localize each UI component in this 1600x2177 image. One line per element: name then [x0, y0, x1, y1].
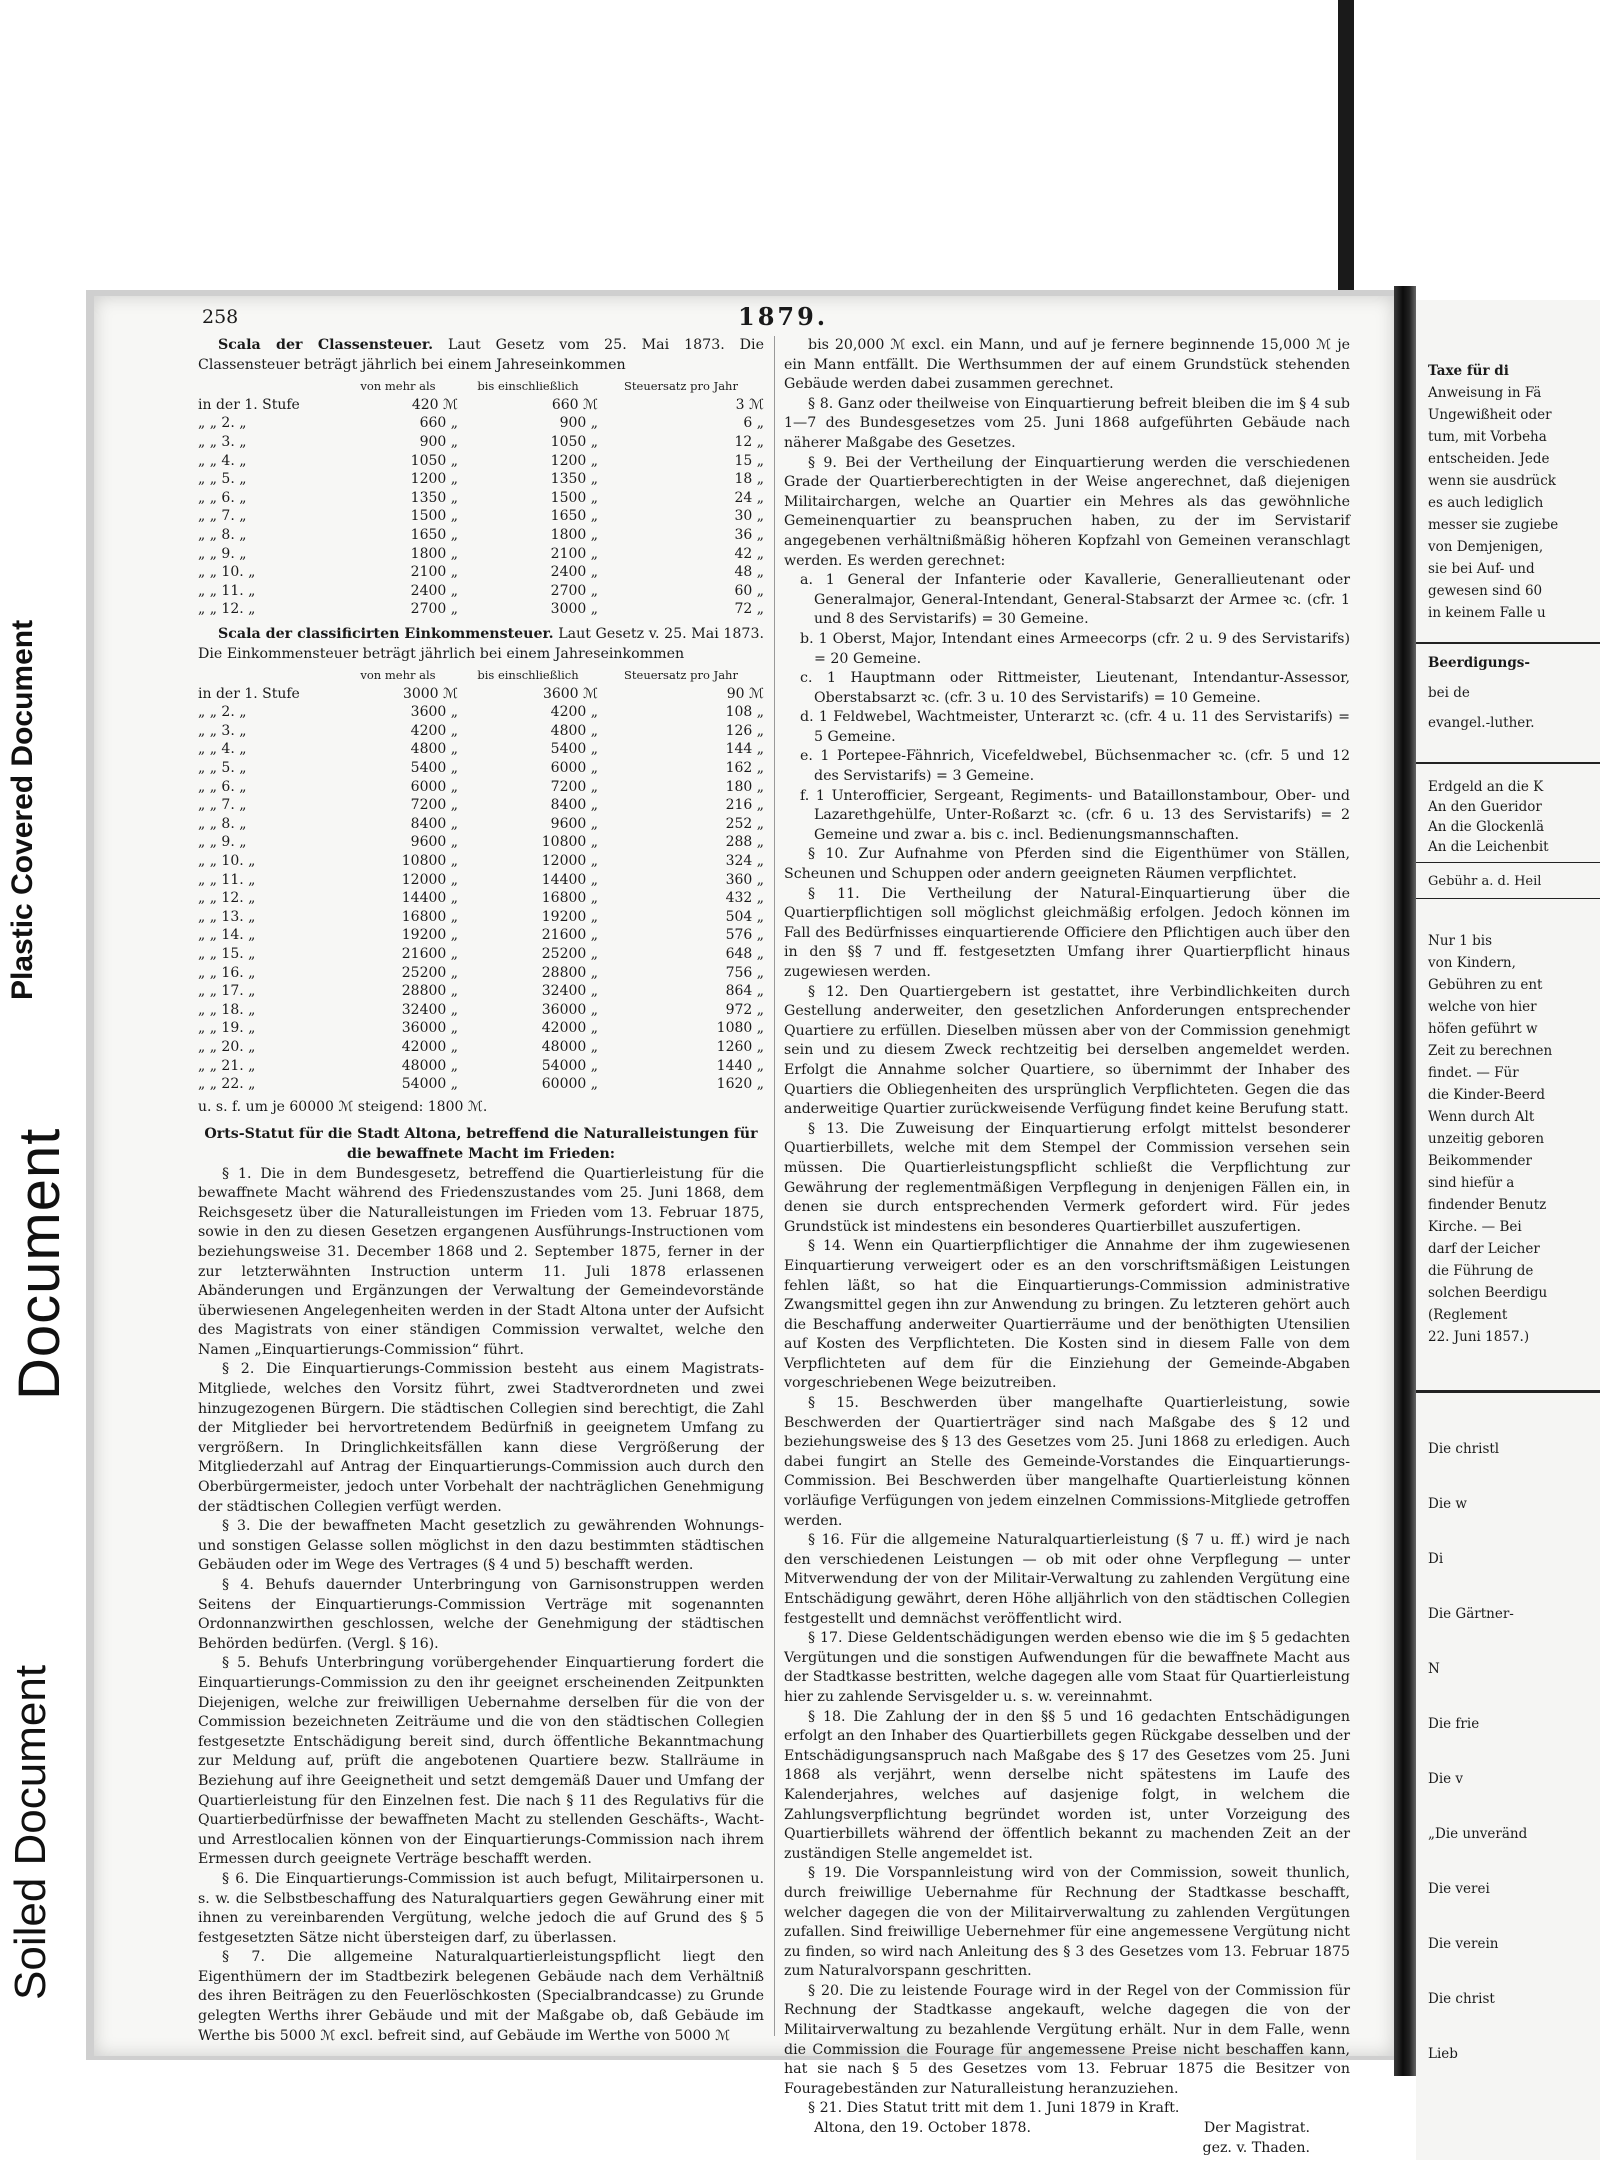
adjacent-line: Die w — [1428, 1496, 1467, 1512]
table-cell: 2700 „ — [550, 582, 598, 599]
table-cell: 9600 „ — [410, 834, 458, 851]
table-row — [198, 945, 764, 964]
adjacent-line: darf der Leicher — [1428, 1241, 1540, 1257]
table-cell: „ „ 5. „ — [198, 760, 247, 777]
table-cell: „ „ 20. „ — [198, 1038, 256, 1055]
table-cell: in der 1. Stufe — [198, 685, 300, 702]
table-cell: 3600 ℳ — [542, 685, 598, 702]
table-cell: 1080 „ — [716, 1020, 764, 1037]
table-cell: „ „ 10. „ — [198, 564, 256, 581]
adjacent-line: „Die unveränd — [1428, 1826, 1528, 1842]
table-row — [198, 526, 764, 545]
table-row — [198, 433, 764, 452]
table-cell: 7200 „ — [410, 797, 458, 814]
adjacent-line: in keinem Falle u — [1428, 605, 1546, 621]
table-cell: „ „ 22. „ — [198, 1076, 256, 1093]
table-cell: 10800 „ — [401, 853, 458, 870]
table-cell: 48000 „ — [401, 1057, 458, 1074]
table-cell: 54000 „ — [541, 1057, 598, 1074]
table-row — [198, 759, 764, 778]
table-row — [198, 582, 764, 601]
table-cell: 1050 „ — [410, 452, 458, 469]
table-cell: 3000 ℳ — [402, 685, 458, 702]
table-cell: 30 „ — [734, 508, 764, 525]
table-row — [198, 600, 764, 619]
adjacent-line: sind hiefür a — [1428, 1175, 1515, 1191]
table-cell: „ „ 7. „ — [198, 508, 247, 525]
income-tax-table — [198, 666, 764, 1094]
table-row — [198, 1075, 764, 1094]
adjacent-line: Di — [1428, 1551, 1444, 1567]
income-tax-law: Laut Gesetz v. 25. Mai 1873. — [558, 625, 764, 642]
table-cell: 10800 „ — [541, 834, 598, 851]
table-cell: „ „ 2. „ — [198, 704, 247, 721]
paragraph: § 4. Behufs dauernder Unterbringung von Garnisonstruppen werden Seitens der Einquartierungs-Commission Verträge mit sogenannten Ordonnanzwirthen geschlossen, welche der Genehmigung der städtischen Behörden bedürfen. (Vergl. § 16). — [198, 1577, 764, 1652]
paragraph: § 18. Die Zahlung der in den §§ 5 und 16 gedachten Entschädigungen erfolgt an den Inhaber des Quartierbillets gegen Rückgabe desselben und der Entschädigungsanspruch nach Maßgabe des § 17 des Gesetzes vom 25. Juni 1868 als verjährt, wenn derselbe nicht spätestens im Laufe des Kalenderjahres, welches auf dasjenige folgt, in welchem die Zahlungsverpflichtung begründet worden ist, unter Vorzeigung des Quartierbillets während der öffentlich bekannt zu machenden Zeit an der zuständigen Stelle angemeldet ist. — [784, 1708, 1350, 1862]
paragraph: a. 1 General der Infanterie oder Kavallerie, Generallieutenant oder Generalmajor, General-Intendant, General-Stabsarzt der Armee ꝛc. (cfr. 1 und 8 des Servistarifs) = 30 Gemeine. — [800, 572, 1350, 628]
table-row — [198, 964, 764, 983]
table-row — [198, 470, 764, 489]
right-column — [784, 336, 1350, 2158]
paragraph: § 21. Dies Statut tritt mit dem 1. Juni 1879 in Kraft. — [808, 2100, 1180, 2117]
left-column — [198, 336, 764, 2046]
table-cell: 28800 „ — [401, 983, 458, 1000]
table-cell: 900 „ — [419, 433, 458, 450]
table-cell: 4800 „ — [550, 722, 598, 739]
table-cell: 12 „ — [734, 433, 764, 450]
adjacent-line: welche von hier — [1428, 999, 1537, 1015]
adjacent-line: solchen Beerdigu — [1428, 1285, 1548, 1301]
table-header: von mehr als — [360, 379, 436, 394]
table-cell: 60 „ — [734, 582, 764, 599]
paragraph: § 19. Die Vorspannleistung wird von der Commission, soweit thunlich, durch freiwillige Uebernahme für Rechnung der Stadtkasse beschafft, welcher dagegen die von der Militairverwaltung zu zahlenden Vergütungen zufallen. Sind freiwillige Uebernehmer für eine angemessene Vergütung nicht zu finden, so wird nach Anleitung des § 3 des Gesetzes vom 13. Februar 1875 zum Naturalvorspann geschritten. — [784, 1865, 1350, 1980]
table-cell: 1500 „ — [550, 489, 598, 506]
adjacent-line: Zeit zu berechnen — [1428, 1043, 1553, 1059]
table-cell: 1200 „ — [410, 471, 458, 488]
table-cell: 972 „ — [725, 1001, 764, 1018]
table-cell: 4200 „ — [550, 704, 598, 721]
adjacent-rule-5 — [1416, 1390, 1600, 1393]
statute-right-paragraphs — [784, 336, 1350, 571]
adjacent-page — [1416, 300, 1600, 2160]
table-cell: „ „ 4. „ — [198, 452, 247, 469]
table-row — [198, 833, 764, 852]
table-cell: 144 „ — [725, 741, 764, 758]
paragraph: § 12. Den Quartiergebern ist gestattet, ihre Verbindlichkeiten durch Gestellung anderweiter, den gesetzlichen Anforderungen entsprechender Quartiere zu erfüllen. Dieselben müssen aber von der Commission genehmigt sein und zu diesem Zweck rechtzeitig bei derselben angemeldet werden. Erfolgt die Annahme solcher Quartiere, so übernimmt der Inhaber des Quartiers die Obliegenheiten des ursprünglich Verpflichteten. Gegen die das anderweitige Quartier zurückweisende Verfügung findet keine Berufung statt. — [784, 983, 1350, 1118]
table-cell: „ „ 8. „ — [198, 815, 247, 832]
adjacent-line: unzeitig geboren — [1428, 1131, 1545, 1147]
paragraph: § 6. Die Einquartierungs-Commission ist auch befugt, Militairpersonen u. s. w. die Selbstbeschaffung des Naturalquartiers gegen Gewährung einer mit ihnen zu vereinbarenden Vergütung, welche jedoch die auf Grund des § 5 festgesetzten Sätze nicht übersteigen darf, zu überlassen. — [198, 1870, 764, 1946]
statute-title: Orts-Statut für die Stadt Altona, betreffend die Naturalleistungen für die bewaffnete Macht im Frieden: — [204, 1126, 758, 1162]
table-cell: 2100 „ — [410, 564, 458, 581]
adjacent-line: Die frie — [1428, 1716, 1480, 1732]
paragraph: § 1. Die in dem Bundesgesetz, betreffend die Quartierleistung für die bewaffnete Macht während des Friedenszustandes vom 25. Juni 1868, dem Reichsgesetz über die Naturalleistungen im Frieden vom 13. Februar 1875, sowie in den zu diesen Gesetzen ergangenen Ausführungs-Instructionen vom beziehungsweise 31. December 1868 und 2. September 1875, ferner in der zur letzterwähnten Instruction unterm 11. Juli 1878 erlassenen Abänderungen und Ergänzungen der Verwaltung der Gemeindevorstände überwiesenen Angelegenheiten werden in der Stadt Altona unter der Aufsicht des Magistrats von einer ständigen Commission verwaltet, welche den Namen „Einquartierungs-Commission“ führt. — [198, 1165, 764, 1358]
adjacent-line: N — [1428, 1661, 1440, 1677]
paragraph: d. 1 Feldwebel, Wachtmeister, Unterarzt ꝛc. (cfr. 4 u. 11 des Servistarifs) = 5 Gemeine. — [800, 709, 1350, 745]
paragraph: bis 20,000 ℳ excl. ein Mann, und auf je fernere beginnende 15,000 ℳ je ein Mann entfällt. Die Werthsummen der auf einem Grundstück stehenden Gebäude werden dabei zusammen gerechnet. — [784, 337, 1350, 393]
place-date: Altona, den 19. October 1878. — [814, 2120, 1032, 2137]
signature-name: gez. v. Thaden. — [1202, 2139, 1310, 2156]
table-cell: 324 „ — [725, 853, 764, 870]
paragraph: § 16. Für die allgemeine Naturalquartierleistung (§ 7 u. ff.) wird je nach den verschiedenen Leistungen — ob mit oder ohne Verpflegung — unter Mitverwendung der von der Militair-Verwaltung zu zahlenden Vergütung eine Entschädigung gewährt, deren Höhe alljährlich von den städtischen Collegien festgestellt und demnächst veröffentlicht wird. — [784, 1532, 1350, 1627]
table-header: Steuersatz pro Jahr — [624, 379, 738, 394]
table-header: Steuersatz pro Jahr — [624, 668, 738, 683]
table-cell: 32400 „ — [401, 1001, 458, 1018]
table-cell: 12000 „ — [401, 871, 458, 888]
table-cell: „ „ 14. „ — [198, 927, 256, 944]
adjacent-line: Beerdigungs- — [1428, 655, 1530, 671]
adjacent-line: Kirche. — Bei — [1428, 1219, 1522, 1235]
table-cell: 36 „ — [734, 526, 764, 543]
table-cell: „ „ 19. „ — [198, 1020, 256, 1037]
adjacent-rule-3 — [1416, 862, 1600, 863]
table-cell: 28800 „ — [541, 964, 598, 981]
table-header — [198, 377, 338, 396]
paragraph: § 9. Bei der Vertheilung der Einquartierung werden die verschiedenen Grade der Quartierberechtigten in der Weise angerechnet, daß diejenigen Militairchargen, welche an Quartier ein Mehres als das gewöhnliche Gemeinenquartier zu beanspruchen haben, zu der im Servistarif angegebenen verhältnißmäßig höheren Kopfzahl von Gemeinen veranschlagt werden. Es werden gerechnet: — [784, 454, 1350, 569]
adjacent-line: An die Glockenlä — [1428, 819, 1544, 835]
table-cell: 6000 „ — [410, 778, 458, 795]
table-cell: 9600 „ — [550, 815, 598, 832]
table-row — [198, 852, 764, 871]
table-row — [198, 908, 764, 927]
side-strip — [0, 0, 78, 2177]
paragraph: § 7. Die allgemeine Naturalquartierleistungspflicht liegt den Eigenthümern der im Stadtbezirk belegenen Gebäude nach dem Verhältniß des ihren Beiträgen zu den Feuerlöschkosten (Specialbrandcasse) zu Grunde gelegten Werths ihrer Gebäude und mit der Maßgabe ob, daß Gebäude im Werthe bis 5000 ℳ excl. befreit sind, auf Gebäude im Werthe von 5000 ℳ — [198, 1949, 764, 2044]
table-cell: 21600 „ — [541, 927, 598, 944]
adjacent-line: Erdgeld an die K — [1428, 779, 1544, 795]
table-cell: „ „ 12. „ — [198, 890, 256, 907]
statute-right-paragraphs-2 — [784, 845, 1350, 2119]
adjacent-rule-4 — [1416, 898, 1600, 899]
paragraph: § 11. Die Vertheilung der Natural-Einquartierung über die Quartierpflichtigen soll möglichst gleichmäßig erfolgen. Jedoch können im Fall des Bedürfnisses einquartierende Officiere den Pflichtigen auch über den in den §§ 7 und ff. festgesetzten Umfang ihrer Quartierpflicht hinaus zugewiesen werden. — [784, 885, 1350, 980]
table-row — [198, 740, 764, 759]
table-cell: 1440 „ — [716, 1057, 764, 1074]
paragraph: § 13. Die Zuweisung der Einquartierung erfolgt mittelst besonderer Quartierbillets, welche mit dem Stempel der Commission versehen sein müssen. Die Quartierleistungspflicht schließt die Verpflichtung zur Gewährung der reglementmäßigen Verpflegung in denjenigen Fällen ein, in denen sie durch entsprechenden Vermerk gefordert wird. Für jedes Grundstück ist mindestens ein besonderes Quartierbillet auszufertigen. — [784, 1120, 1350, 1235]
page-number: 258 — [202, 306, 239, 328]
adjacent-line: Die Gärtner- — [1428, 1606, 1514, 1622]
table-cell: 60000 „ — [541, 1076, 598, 1093]
table-row — [198, 1001, 764, 1020]
table-row — [198, 778, 764, 797]
table-cell: „ „ 5. „ — [198, 471, 247, 488]
adjacent-line: Die verein — [1428, 1936, 1499, 1952]
table-cell: 576 „ — [725, 927, 764, 944]
table-cell: „ „ 11. „ — [198, 871, 256, 888]
table-cell: 504 „ — [725, 908, 764, 925]
paragraph: § 20. Die zu leistende Fourage wird in der Regel von der Commission für Rechnung der Stadtkasse angekauft, welche dagegen die von der Militairverwaltung zu bezahlende Vergütung erhält. Nur in dem Falle, wenn die Commission die Fourage für angemessene Preise nicht beschaffen kann, hat sie nach § 5 des Gesetzes vom 13. Februar 1875 die Besitzer von Fouragebeständen zur Naturalleistung heranzuziehen. — [784, 1982, 1350, 2097]
table-cell: 5400 „ — [410, 760, 458, 777]
table-header: bis einschließlich — [477, 668, 579, 683]
table-cell: „ „ 21. „ — [198, 1057, 256, 1074]
adjacent-line: Wenn durch Alt — [1428, 1109, 1535, 1125]
adjacent-line: entscheiden. Jede — [1428, 451, 1550, 467]
income-tax-footnote: u. s. f. um je 60000 ℳ steigend: 1800 ℳ. — [198, 1098, 488, 1115]
table-cell: 42000 „ — [401, 1038, 458, 1055]
table-cell: 1650 „ — [550, 508, 598, 525]
class-tax-intro — [198, 336, 764, 375]
table-cell: 42000 „ — [541, 1020, 598, 1037]
table-cell: „ „ 2. „ — [198, 415, 247, 432]
table-cell: 48 „ — [734, 564, 764, 581]
class-tax-intro-text: Laut Gesetz vom 25. Mai 1873. Die Classensteuer beträgt jährlich bei einem Jahreseinkommen — [198, 337, 764, 373]
table-row — [198, 563, 764, 582]
table-header: von mehr als — [360, 668, 436, 683]
table-cell: 15 „ — [734, 452, 764, 469]
adjacent-line: Nur 1 bis — [1428, 933, 1493, 949]
document-page — [94, 296, 1394, 2156]
side-label-document: Document — [7, 1127, 72, 1400]
signature-block — [784, 2119, 1350, 2139]
income-tax-intro — [198, 625, 764, 664]
table-cell: 180 „ — [725, 778, 764, 795]
table-cell: 216 „ — [725, 797, 764, 814]
table-cell: „ „ 6. „ — [198, 489, 247, 506]
table-cell: 25200 „ — [401, 964, 458, 981]
adjacent-line: es auch lediglich — [1428, 495, 1544, 511]
table-row — [198, 1019, 764, 1038]
table-cell: 3000 „ — [550, 601, 598, 618]
side-label-soiled: Soiled Document — [6, 1664, 55, 2000]
table-cell: 36000 „ — [401, 1020, 458, 1037]
adjacent-line: höfen geführt w — [1428, 1021, 1538, 1037]
adjacent-line: Beikommender — [1428, 1153, 1532, 1169]
table-cell: 8400 „ — [550, 797, 598, 814]
paragraph: § 14. Wenn ein Quartierpflichtiger die Annahme der ihm zugewiesenen Einquartierung verweigert oder es an den vorschriftsmäßigen Leistungen fehlen läßt, so hat die Einquartierungs-Commission administrative Zwangsmittel gegen ihn zur Anwendung zu bringen. Zu letzteren gehört auch die Beschaffung anderweiter Quartierräume und der benöthigten Utensilien auf Kosten des Verpflichteten. Die Kosten sind in diesem Falle von dem Verpflichteten auf dem für die Einziehung der Gemeinde-Abgaben vorgeschriebenen Wege beizutreiben. — [784, 1238, 1350, 1392]
table-cell: 4800 „ — [410, 741, 458, 758]
table-cell: 16800 „ — [541, 890, 598, 907]
table-cell: „ „ 10. „ — [198, 853, 256, 870]
adjacent-line: Lieb — [1428, 2046, 1458, 2062]
table-cell: 19200 „ — [541, 908, 598, 925]
table-row — [198, 685, 764, 704]
table-cell: 660 „ — [419, 415, 458, 432]
table-cell: 2400 „ — [410, 582, 458, 599]
side-label-plastic: Plastic Covered Document — [6, 619, 39, 1000]
table-cell: „ „ 12. „ — [198, 601, 256, 618]
adjacent-fee-heading: Gebühr a. d. Heil — [1428, 874, 1542, 889]
adjacent-rule-1 — [1416, 642, 1600, 644]
table-cell: 14400 „ — [541, 871, 598, 888]
income-tax-intro-text: Die Einkommensteuer beträgt jährlich bei einem Jahreseinkommen — [198, 645, 685, 662]
table-cell: 756 „ — [725, 964, 764, 981]
table-cell: 432 „ — [725, 890, 764, 907]
table-row — [198, 871, 764, 890]
table-cell: „ „ 9. „ — [198, 834, 247, 851]
table-cell: 900 „ — [559, 415, 598, 432]
table-cell: 420 ℳ — [411, 396, 458, 413]
table-cell: 21600 „ — [401, 946, 458, 962]
table-cell: 1200 „ — [550, 452, 598, 469]
table-row — [198, 489, 764, 508]
table-cell: 19200 „ — [401, 927, 458, 944]
table-cell: 24 „ — [734, 489, 764, 506]
table-header: bis einschließlich — [477, 379, 579, 394]
table-cell: 2400 „ — [550, 564, 598, 581]
table-cell: „ „ 11. „ — [198, 582, 256, 599]
table-row — [198, 1057, 764, 1076]
adjacent-line: An die Leichenbit — [1428, 839, 1549, 855]
table-cell: 1050 „ — [550, 433, 598, 450]
adjacent-line: Die v — [1428, 1771, 1464, 1787]
table-cell: „ „ 4. „ — [198, 741, 247, 758]
table-cell: „ „ 3. „ — [198, 433, 247, 450]
table-row — [198, 396, 764, 415]
table-cell: 108 „ — [725, 704, 764, 721]
adjacent-line: Anweisung in Fä — [1428, 385, 1542, 401]
adjacent-line: von Kindern, — [1428, 955, 1516, 971]
paragraph: § 2. Die Einquartierungs-Commission besteht aus einem Magistrats-Mitgliede, welches den Vorsitz führt, zwei Stadtverordneten und zwei hinzugezogenen Bürgern. Die städtischen Collegien sind berechtigt, die Zahl der Mitglieder bei hervortretendem Bedürfniß in geeignetem Umfang zu vergrößern. In Dringlichkeitsfällen kann diese Vergrößerung der Mitgliederzahl auf Antrag der Einquartierungs-Commission auch durch den Oberbürgermeister, jedoch unter Vorbehalt der nachträglichen Genehmigung der städtischen Collegien verfügt werden. — [198, 1361, 764, 1515]
table-cell: 1350 „ — [550, 471, 598, 488]
table-row — [198, 545, 764, 564]
adjacent-line: tum, mit Vorbeha — [1428, 429, 1547, 445]
table-row — [198, 1038, 764, 1057]
table-cell: „ „ 3. „ — [198, 722, 247, 739]
table-cell: 48000 „ — [541, 1038, 598, 1055]
adjacent-line: Die verei — [1428, 1881, 1490, 1897]
table-cell: 72 „ — [734, 601, 764, 618]
table-row — [198, 452, 764, 471]
statute-list — [784, 571, 1350, 845]
table-cell: 90 ℳ — [726, 685, 764, 702]
table-row — [198, 414, 764, 433]
adjacent-line: von Demjenigen, — [1428, 539, 1544, 555]
adjacent-line: (Reglement — [1428, 1307, 1508, 1323]
adjacent-rule-2 — [1416, 762, 1600, 764]
table-cell: „ „ 16. „ — [198, 964, 256, 981]
table-row — [198, 982, 764, 1001]
table-cell: 2100 „ — [550, 545, 598, 562]
table-row — [198, 796, 764, 815]
table-row — [198, 507, 764, 526]
table-cell: 6000 „ — [550, 760, 598, 777]
adjacent-line: findender Benutz — [1428, 1197, 1547, 1213]
page-year: 1879. — [738, 302, 829, 331]
paragraph: § 10. Zur Aufnahme von Pferden sind die Eigenthümer von Ställen, Scheunen und Schuppen oder andern geeigneten Räumen verpflichtet. — [784, 846, 1350, 883]
class-tax-table — [198, 377, 764, 619]
table-cell: 54000 „ — [401, 1076, 458, 1093]
table-cell: 1800 „ — [550, 526, 598, 543]
adjacent-line: die Führung de — [1428, 1263, 1534, 1279]
column-rule — [774, 336, 775, 2036]
adjacent-line: Ungewißheit oder — [1428, 407, 1552, 423]
paragraph: e. 1 Portepee-Fähnrich, Vicefeldwebel, Büchsenmacher ꝛc. (cfr. 5 und 12 des Servistarifs) = 3 Gemeine. — [800, 748, 1350, 785]
table-cell: 18 „ — [734, 471, 764, 488]
income-tax-title: Scala der classificirten Einkommensteuer. — [218, 625, 554, 642]
table-cell: 1260 „ — [716, 1038, 764, 1055]
table-cell: 1500 „ — [410, 508, 458, 525]
signature-authority: Der Magistrat. — [1203, 2120, 1310, 2137]
table-cell: 3600 „ — [410, 704, 458, 721]
paragraph: b. 1 Oberst, Major, Intendant eines Armeecorps (cfr. 2 u. 9 des Servistarifs) = 20 Gemeine. — [800, 630, 1350, 667]
table-cell: 16800 „ — [401, 908, 458, 925]
table-cell: „ „ 17. „ — [198, 983, 256, 1000]
table-cell: „ „ 9. „ — [198, 545, 247, 562]
statute-left-paragraphs — [198, 1165, 764, 2047]
adjacent-line: Gebühren zu ent — [1428, 977, 1543, 993]
table-cell: 42 „ — [734, 545, 764, 562]
table-cell: „ „ 6. „ — [198, 778, 247, 795]
table-cell: 6 „ — [743, 415, 764, 432]
adjacent-line: wenn sie ausdrück — [1428, 473, 1556, 489]
adjacent-line: messer sie zugiebe — [1428, 517, 1559, 533]
paragraph: f. 1 Unterofficier, Sergeant, Regiments- und Bataillonstambour, Ober- und Lazarethgehülfe, Unter-Roßarzt ꝛc. (cfr. 6 u. 13 des Servistarifs) = 2 Gemeine und zwar a. bis c. incl. Bedienungsmannschaften. — [800, 787, 1350, 843]
table-cell: „ „ 7. „ — [198, 797, 247, 814]
adjacent-line: gewesen sind 60 — [1428, 583, 1543, 599]
table-row — [198, 889, 764, 908]
adjacent-line: bei de — [1428, 685, 1470, 701]
table-cell: in der 1. Stufe — [198, 396, 300, 413]
table-cell: 1350 „ — [410, 489, 458, 506]
table-cell: „ „ 13. „ — [198, 908, 256, 925]
table-cell: 660 ℳ — [551, 396, 598, 413]
adjacent-line: sie bei Auf- und — [1428, 561, 1535, 577]
table-cell: 36000 „ — [541, 1001, 598, 1018]
table-cell: 252 „ — [725, 815, 764, 832]
class-tax-title: Scala der Classensteuer. — [218, 337, 434, 353]
table-row — [198, 703, 764, 722]
adjacent-line: findet. — Für — [1428, 1065, 1519, 1081]
adjacent-line: 22. Juni 1857.) — [1428, 1329, 1530, 1345]
paragraph: § 3. Die der bewaffneten Macht gesetzlich zu gewährenden Wohnungs- und sonstigen Gelasse sollen möglichst in den dazu bestimmten städtischen Gebäuden oder im Wege des Vertrages (§ 4 und 5) beschafft werden. — [198, 1518, 764, 1574]
adjacent-line: Taxe für di — [1428, 363, 1509, 379]
table-cell: 1620 „ — [716, 1076, 764, 1093]
table-cell: 648 „ — [725, 946, 764, 962]
paragraph: c. 1 Hauptmann oder Rittmeister, Lieutenant, Intendantur-Assessor, Oberstabsarzt ꝛc. (cfr. 3 u. 10 des Servistarifs) = 10 Gemeine. — [800, 670, 1350, 706]
paragraph: § 15. Beschwerden über mangelhafte Quartierleistung, sowie Beschwerden der Quartierträger sind nach Maßgabe des § 12 und beziehungsweise des § 13 des Gesetzes vom 25. Juni 1868 zu erledigen. Auch dabei fungirt an Stelle des Gemeinde-Vorstandes die Einquartierungs-Commission. Bei Beschwerden über mangelhafte Quartierleistung können vorläufige Verfügungen von jedem einzelnen Commissions-Mitgliede getroffen werden. — [784, 1395, 1350, 1529]
table-cell: 8400 „ — [410, 815, 458, 832]
adjacent-line: evangel.-luther. — [1428, 715, 1535, 731]
table-header — [198, 666, 338, 685]
table-cell: 25200 „ — [541, 946, 598, 962]
table-cell: 2700 „ — [410, 601, 458, 618]
table-cell: 1650 „ — [410, 526, 458, 543]
table-cell: „ „ 15. „ — [198, 946, 256, 962]
table-cell: 32400 „ — [541, 983, 598, 1000]
table-cell: 126 „ — [725, 722, 764, 739]
table-cell: 5400 „ — [550, 741, 598, 758]
table-row — [198, 926, 764, 945]
table-cell: 4200 „ — [410, 722, 458, 739]
paragraph: § 17. Diese Geldentschädigungen werden ebenso wie die im § 5 gedachten Vergütungen und die sonstigen Aufwendungen für die bewaffnete Macht aus der Stadtkasse bestritten, welche dagegen alle vom Staat für Quartierleistung hier zu zahlende Servisgelder u. s. w. vereinnahmt. — [784, 1630, 1350, 1705]
paragraph: § 8. Ganz oder theilweise von Einquartierung befreit bleiben die im § 4 sub 1—7 des Bundesgesetzes vom 25. Juni 1868 aufgeführten Gebäude nach näherer Maßgabe des Gesetzes. — [784, 395, 1350, 451]
adjacent-line: Die christ — [1428, 1991, 1495, 2007]
table-cell: „ „ 8. „ — [198, 526, 247, 543]
paragraph: § 5. Behufs Unterbringung vorübergehender Einquartierung fordert die Einquartierungs-Commission zu den ihr geeignet erscheinenden Zeitpunkten Diejenigen, welche zur freiwilligen Uebernahme derselben für die von der Commission bezeichneten Zeiträume und die von den städtischen Collegien festgesetzte Entschädigung bereit sind, durch öffentliche Bekanntmachung zur Meldung auf, prüft die angebotenen Quartiere bezw. Stallräume in Beziehung auf ihre Geeignetheit und setzt demgemäß Dauer und Umfang der Quartierleistung für den Einzelnen fest. Die nach § 11 des Regulativs für die Quartierbedürfnisse der bewaffneten Macht zu stellenden Geschäfts-, Wacht- und Arrestlocalien können von der Einquartierungs-Commission nach ihrem Ermessen durch geeignete Verträge beschafft werden. — [198, 1655, 764, 1868]
table-cell: „ „ 18. „ — [198, 1001, 256, 1018]
table-cell: 14400 „ — [401, 890, 458, 907]
table-cell: 7200 „ — [550, 778, 598, 795]
adjacent-line: Die christl — [1428, 1441, 1500, 1457]
table-cell: 360 „ — [725, 871, 764, 888]
table-row — [198, 815, 764, 834]
table-cell: 12000 „ — [541, 853, 598, 870]
adjacent-line: die Kinder-Beerd — [1428, 1087, 1545, 1103]
table-row — [198, 722, 764, 741]
table-cell: 864 „ — [725, 983, 764, 1000]
adjacent-line: An den Gueridor — [1428, 799, 1542, 815]
page-edge-top — [1338, 0, 1354, 300]
table-cell: 162 „ — [725, 760, 764, 777]
book-gutter — [1394, 286, 1416, 2076]
table-cell: 1800 „ — [410, 545, 458, 562]
table-cell: 3 ℳ — [735, 396, 764, 413]
table-cell: 288 „ — [725, 834, 764, 851]
